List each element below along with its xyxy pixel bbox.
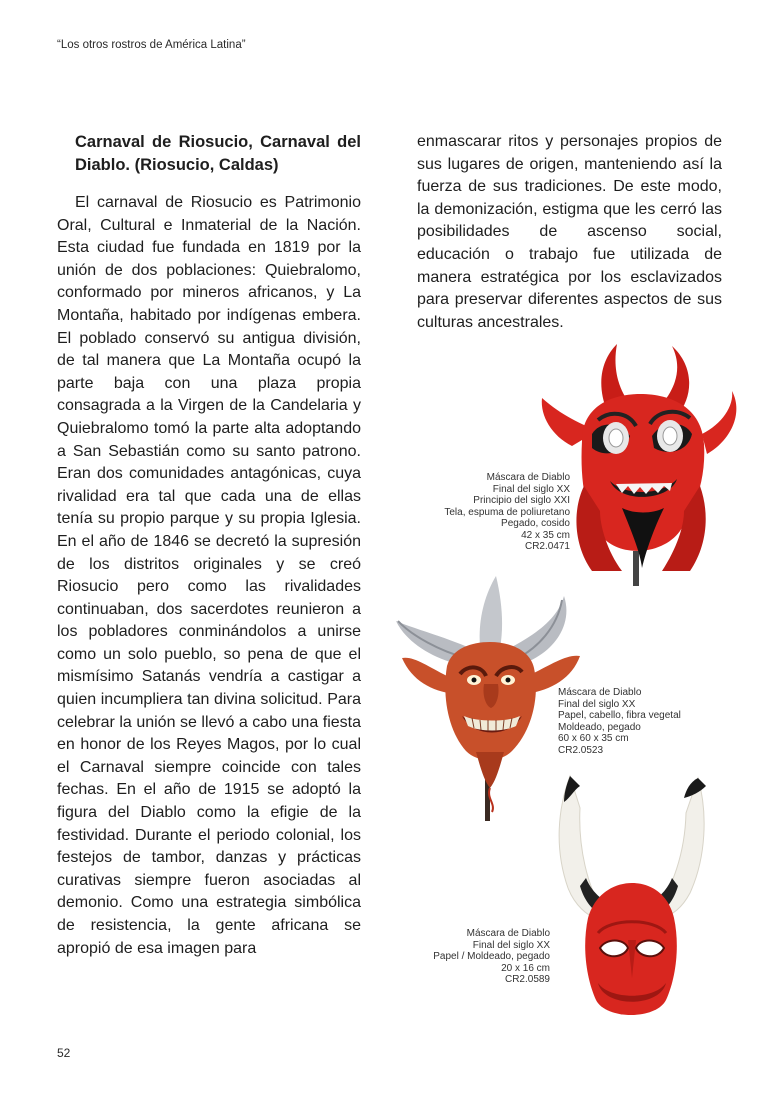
- caption-line: Pegado, cosido: [501, 518, 570, 529]
- caption-mask-1: [444, 472, 570, 553]
- right-column: [417, 131, 722, 334]
- caption-line: CR2.0523: [558, 744, 604, 756]
- caption-line: Tela, espuma de poliuretano: [444, 506, 570, 518]
- caption-line: Máscara de Diablo: [486, 472, 570, 483]
- caption-line: 42 x 35 cm: [521, 529, 570, 541]
- caption-line: 60 x 60 x 35 cm: [558, 733, 629, 744]
- caption-line: Máscara de Diablo: [558, 687, 642, 698]
- article-paragraph-left: El carnaval de Riosucio es Patrimonio Oral, Cultural e Inmaterial de la Nación. Esta ciudad fue fundada en 1819 por la unión de dos poblaciones: Quiebralomo, conformado por mineros africanos, y La Montaña, habitado por indígenas embera. El poblado conservó su antigua división, de tal manera que La Montaña ocupó la parte baja con una plaza propia consagrada a la Virgen de la Candelaria y Quiebralomo tomó la parte alta adoptando a San Sebastián como su santo patrono. Eran dos comunidades antagónicas, cuya rivalidad era tal que cada una de ellas tenía su propio parque y su propia Iglesia. En el año de 1846 se decretó la supresión de los distritos originales y se creó Riosucio pero como las rivalidades continuaban, dos sacerdotes reunieron a los pobladores conminándolos a unirse como un solo pueblo, so pena de que el mismísimo Satanás vendría a castigar a quien incumpliera tan divina solicitud. Para celebrar la unión se llevó a cabo una fiesta en honor de los Reyes Magos, por lo cual el Carnaval siempre coincide con tales fechas. En el año de 1915 se adoptó la figura del Diablo como la efigie de la festividad. Durante el periodo colonial, los festejos de tambor, danzas y prácticas curativas siempre fueron asociadas al demonio. Como una estrategia simbólica de resistencia, la gente africana se apropió de esa imagen para: [57, 194, 361, 957]
- article-paragraph-right: enmascarar ritos y personajes propios de sus lugares de origen, manteniendo así la fuerza de sus tradiciones. De este modo, la demonización, estigma que les cerró las posibilidades de ascenso social, educación o trabajo fue utilizada de manera estratégica por los esclavizados para preservar diferentes aspectos de sus culturas ancestrales.: [417, 133, 722, 331]
- caption-line: Moldeado, pegado: [558, 721, 641, 733]
- caption-line: 20 x 16 cm: [501, 962, 550, 974]
- caption-line: Final del siglo XX: [492, 483, 570, 495]
- caption-line: CR2.0589: [504, 974, 550, 985]
- running-title: “Los otros rostros de América Latina”: [57, 39, 246, 51]
- caption-line: Máscara de Diablo: [466, 928, 550, 939]
- caption-line: Final del siglo XX: [472, 939, 550, 951]
- article-heading: Carnaval de Riosucio, Carnaval del Diablo. (Riosucio, Caldas): [75, 133, 361, 174]
- caption-mask-3: [433, 928, 550, 986]
- caption-line: Papel, cabello, fibra vegetal: [558, 710, 681, 721]
- red-white-horned-mask-image: [540, 768, 718, 1028]
- page-number: 52: [57, 1046, 71, 1060]
- left-column: [57, 131, 361, 960]
- caption-line: Principio del siglo XXI: [473, 495, 570, 506]
- caption-line: Final del siglo XX: [558, 698, 636, 710]
- caption-mask-2: [558, 687, 681, 756]
- caption-line: CR2.0471: [524, 541, 570, 552]
- caption-line: Papel / Moldeado, pegado: [433, 951, 550, 962]
